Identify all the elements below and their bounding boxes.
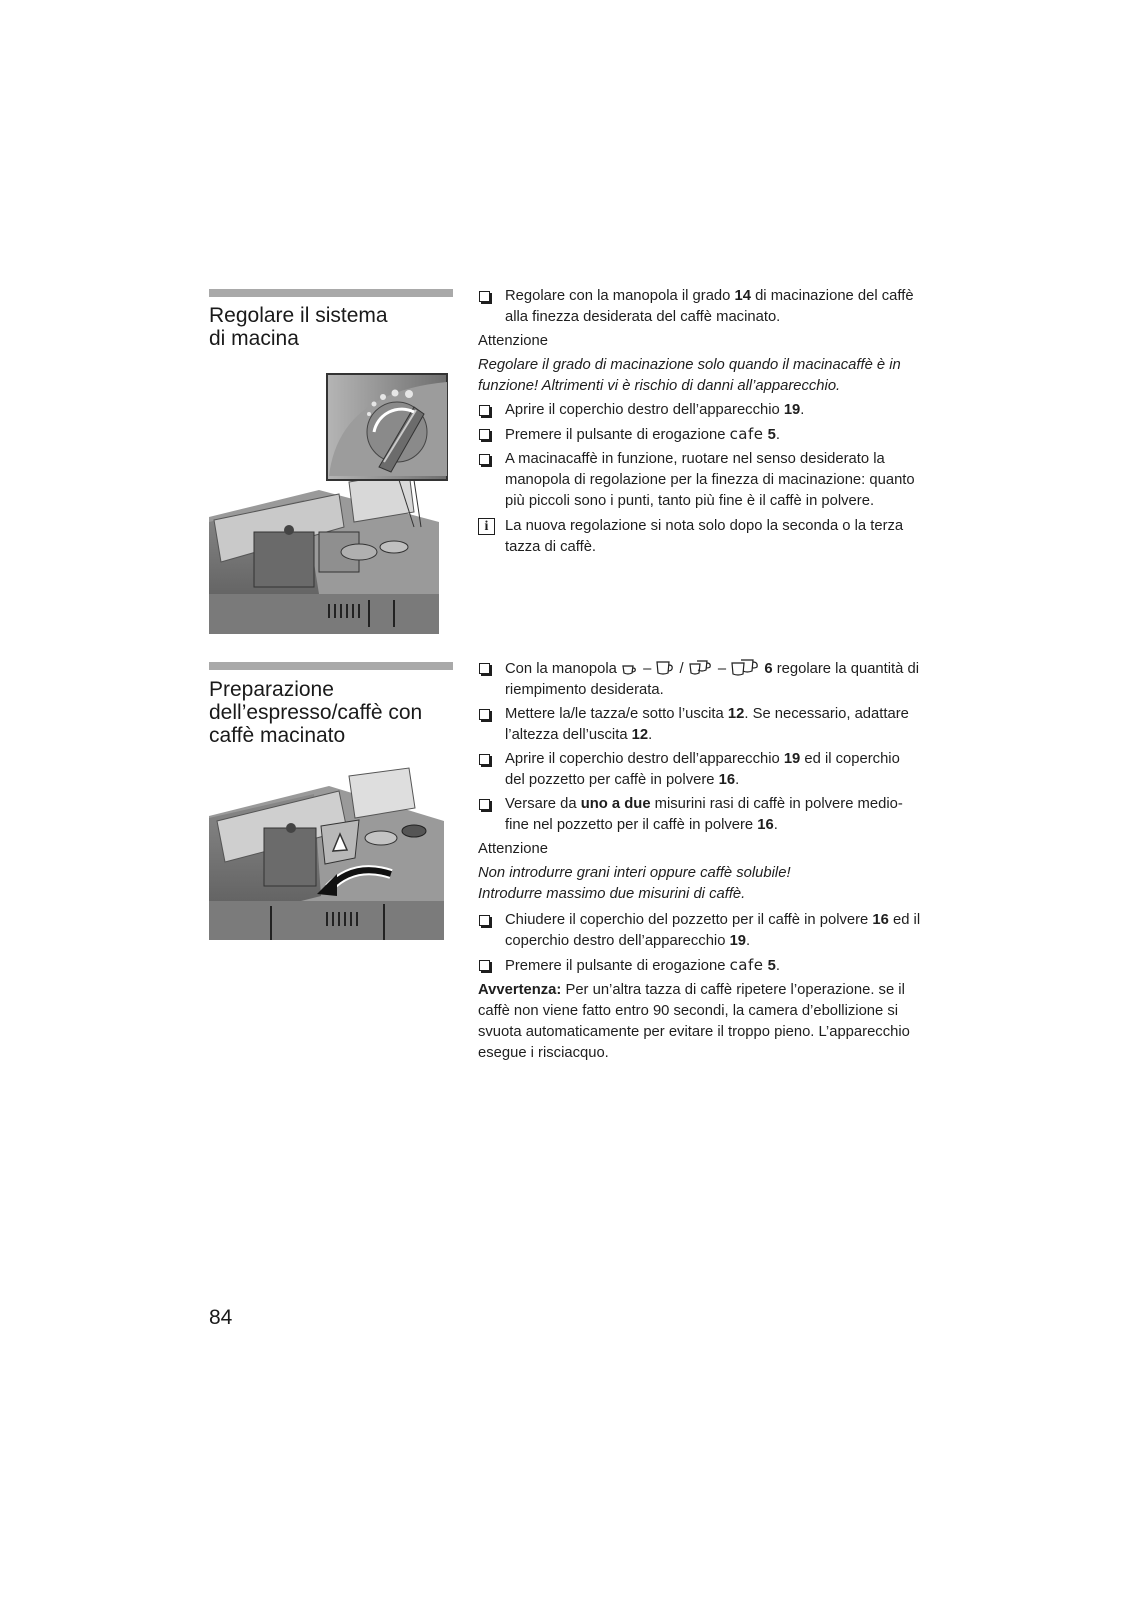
checkbox-bullet-icon: [479, 663, 490, 674]
checkbox-bullet-icon: [479, 429, 490, 440]
section2-title-line3: caffè macinato: [209, 724, 346, 747]
text: .: [648, 727, 653, 743]
small-cup-icon: [621, 661, 639, 677]
checkbox-bullet-icon: [479, 291, 490, 302]
cafe-label: cafe: [729, 956, 764, 974]
text: Premere il pulsante di erogazione: [505, 958, 730, 974]
ref-number: 16: [757, 817, 774, 833]
medium-cup-icon: [655, 659, 675, 677]
section2-step-5: [478, 910, 923, 952]
ref-number: 12: [727, 706, 745, 722]
checkbox-bullet-icon: [479, 799, 490, 810]
text: A macinacaffè in funzione, ruotare nel senso desiderato la manopola di regolazione per la finezza di macinazione: quanto più piccoli sono i punti, tanto più fine è il caffè in polvere.: [505, 451, 915, 509]
text: .: [773, 817, 778, 833]
text: .: [800, 402, 805, 418]
section1-step-2: [478, 400, 923, 421]
section2-title-line1: Preparazione: [209, 678, 334, 701]
ref-number: 19: [783, 402, 801, 418]
text: Chiudere il coperchio del pozzetto per il caffè in polvere: [505, 912, 873, 928]
section1-step-3: [478, 424, 923, 446]
section1-title: [209, 304, 459, 350]
ground-coffee-illustration-svg: [209, 766, 449, 940]
section2-step-4: [478, 794, 923, 836]
section1-step-4: [478, 449, 923, 512]
section2-title-line2: dell’espresso/caffè con: [209, 701, 423, 724]
checkbox-bullet-icon: [479, 709, 490, 720]
checkbox-bullet-icon: [479, 405, 490, 416]
text: ed il coperchio del pozzetto per caffè in polvere: [505, 751, 900, 788]
ref-number: 16: [872, 912, 889, 928]
ref-number: 12: [631, 727, 649, 743]
info-text: La nuova regolazione si nota solo dopo la seconda o la terza tazza di caffè.: [505, 518, 904, 555]
section1-attention-text: Regolare il grado di macinazione solo quando il macinacaffè è in funzione! Altrimenti vi è rischio di danni all’apparecchio.: [478, 357, 901, 394]
text: Aprire il coperchio destro dell’apparecchio: [505, 402, 784, 418]
text: Mettere la/le tazza/e sotto l’uscita: [505, 706, 728, 722]
ref-number: 14: [734, 288, 751, 304]
text: Con la manopola: [505, 661, 621, 677]
text: .: [746, 933, 751, 949]
text: di macinazione del caffè alla finezza desiderata del caffè macinato.: [505, 288, 914, 325]
text: /: [675, 661, 688, 677]
attention-line1: Non introdurre grani interi oppure caffè solubile!: [478, 865, 791, 881]
text: regolare la quantità di riempimento desiderata.: [505, 661, 920, 698]
extra-large-cup-icon: [730, 658, 760, 677]
note-text: Per un’altra tazza di caffè ripetere l’operazione. se il caffè non viene fatto entro 90 secondi, la camera d’ebollizione si svuota automaticamente per evitare il troppo pieno. L’apparecchio esegue i risciacquo.: [478, 982, 910, 1061]
ref-number: 19: [783, 751, 801, 767]
section2-note: [478, 980, 923, 1064]
section2-step-2: [478, 704, 923, 746]
section1-info: [478, 516, 923, 558]
section2-step-6: [478, 955, 923, 977]
text: –: [713, 661, 731, 677]
note-label: Avvertenza:: [478, 982, 562, 998]
section2-text: [478, 658, 923, 1067]
text: –: [638, 661, 656, 677]
checkbox-bullet-icon: [479, 454, 490, 465]
section2-title: [209, 678, 459, 747]
ground-coffee-illustration: [209, 766, 449, 940]
text: . Se necessario, adattare l’altezza dell’uscita: [505, 706, 909, 743]
text: Aprire il coperchio destro dell’apparecchio: [505, 751, 784, 767]
ref-number: 16: [718, 772, 736, 788]
section2-step-1: [478, 658, 923, 701]
section2-attention-text: [478, 863, 923, 905]
section2-rule: [209, 662, 453, 670]
section1-title-line1: Regolare il sistema: [209, 304, 388, 327]
page-number: 84: [209, 1306, 233, 1329]
text: .: [735, 772, 740, 788]
section2-attention-label: Attenzione: [478, 841, 548, 857]
checkbox-bullet-icon: [479, 754, 490, 765]
section1-rule: [209, 289, 453, 297]
section1-attention-label: Attenzione: [478, 333, 548, 349]
section1-text: [478, 286, 923, 561]
text: .: [775, 958, 780, 974]
ref-number: 5: [767, 958, 776, 974]
attention-line2: Introdurre massimo due misurini di caffè.: [478, 886, 746, 902]
ref-number: 5: [767, 427, 776, 443]
section1-title-line2: di macina: [209, 327, 299, 350]
emphasis: uno a due: [580, 796, 651, 812]
section2-step-3: [478, 749, 923, 791]
text: misurini rasi di caffè in polvere medio-fine nel pozzetto per il caffè in polvere: [505, 796, 903, 833]
large-cup-icon: [688, 659, 714, 677]
grinder-illustration-svg: [209, 372, 453, 634]
cafe-label: cafe: [729, 425, 764, 443]
section1-step-1: [478, 286, 923, 328]
ref-number: 19: [729, 933, 747, 949]
ref-number: 6: [764, 661, 773, 677]
grinder-illustration: [209, 372, 453, 634]
text: ed il coperchio destro dell’apparecchio: [505, 912, 921, 949]
checkbox-bullet-icon: [479, 960, 490, 971]
checkbox-bullet-icon: [479, 915, 490, 926]
text: Regolare con la manopola il grado: [505, 288, 735, 304]
text: .: [775, 427, 780, 443]
info-icon: i: [478, 518, 495, 535]
text: Premere il pulsante di erogazione: [505, 427, 730, 443]
text: Versare da: [505, 796, 581, 812]
